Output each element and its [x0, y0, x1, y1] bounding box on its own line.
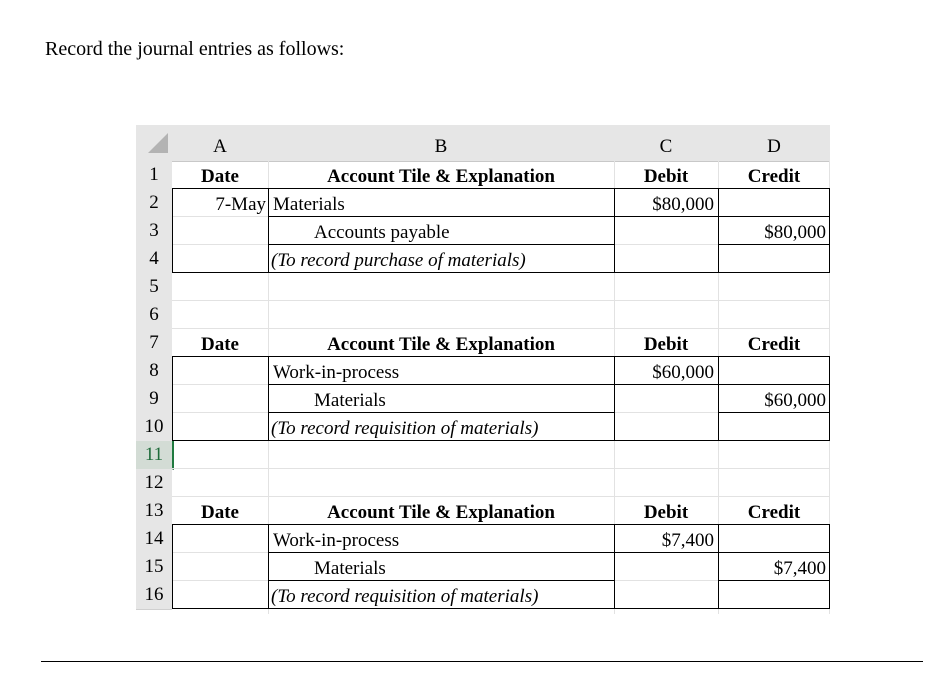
cell-border: [614, 552, 719, 609]
bottom-divider: [41, 661, 923, 662]
row-header-14[interactable]: 14: [136, 525, 172, 554]
cell-border: [614, 356, 719, 385]
row-header-4[interactable]: 4: [136, 245, 172, 274]
cell-border: [268, 216, 615, 245]
entry-explanation[interactable]: (To record requisition of materials): [271, 586, 539, 607]
cell-border: [718, 580, 830, 609]
cell-border: [718, 356, 830, 385]
cell-border: [172, 524, 269, 609]
cell-border: [614, 188, 719, 217]
column-header-bar: [136, 125, 830, 162]
cell-border: [268, 412, 615, 441]
header-date[interactable]: Date: [201, 502, 239, 523]
row-header-12[interactable]: 12: [136, 469, 172, 498]
column-header-b[interactable]: B: [434, 136, 448, 157]
header-debit[interactable]: Debit: [643, 334, 689, 355]
gridline-row: [172, 300, 830, 301]
row-header-3[interactable]: 3: [136, 217, 172, 246]
cell-border: [172, 356, 269, 441]
debit-amount[interactable]: $60,000: [652, 362, 714, 383]
row-header-13[interactable]: 13: [136, 497, 172, 526]
header-debit[interactable]: Debit: [643, 502, 689, 523]
row-header-11[interactable]: 11: [136, 441, 174, 470]
credit-amount[interactable]: $80,000: [764, 222, 826, 243]
spreadsheet: [136, 125, 830, 614]
header-credit[interactable]: Credit: [747, 502, 801, 523]
credit-amount[interactable]: $7,400: [773, 558, 826, 579]
row-header-16[interactable]: 16: [136, 581, 172, 610]
header-account-title[interactable]: Account Tile & Explanation: [327, 166, 555, 187]
cell-border: [718, 244, 830, 273]
cell-border: [268, 384, 615, 413]
credit-amount[interactable]: $60,000: [764, 390, 826, 411]
intro-text: Record the journal entries as follows:: [45, 38, 345, 60]
cell-border: [718, 552, 830, 581]
entry-date[interactable]: 7-May: [215, 194, 266, 215]
entry-explanation[interactable]: (To record purchase of materials): [271, 250, 526, 271]
cell-border: [718, 524, 830, 553]
cell-border: [268, 524, 615, 553]
row-header-7[interactable]: 7: [136, 329, 172, 358]
row-header-10[interactable]: 10: [136, 413, 172, 442]
row-header-1[interactable]: 1: [136, 161, 172, 190]
credit-account[interactable]: Materials: [314, 390, 386, 411]
column-header-a[interactable]: A: [213, 136, 227, 157]
entry-explanation[interactable]: (To record requisition of materials): [271, 418, 539, 439]
cell-border: [718, 412, 830, 441]
cell-border: [268, 244, 615, 273]
debit-account[interactable]: Work-in-process: [273, 530, 400, 551]
column-header-c[interactable]: C: [659, 136, 673, 157]
cell-border: [718, 188, 830, 217]
row-header-15[interactable]: 15: [136, 553, 172, 582]
cell-border: [718, 384, 830, 413]
debit-amount[interactable]: $7,400: [661, 530, 714, 551]
cell-border: [268, 188, 615, 217]
cell-border: [614, 216, 719, 273]
header-account-title[interactable]: Account Tile & Explanation: [327, 502, 555, 523]
debit-account[interactable]: Work-in-process: [273, 362, 400, 383]
header-credit[interactable]: Credit: [747, 334, 801, 355]
row-header-8[interactable]: 8: [136, 357, 172, 386]
select-all-corner[interactable]: [148, 133, 168, 153]
cell-border: [718, 216, 830, 245]
cell-border: [268, 356, 615, 385]
cell-border: [172, 188, 269, 273]
cell-border: [614, 384, 719, 441]
row-header-6[interactable]: 6: [136, 301, 172, 330]
gridline-row: [172, 468, 830, 469]
row-header-9[interactable]: 9: [136, 385, 172, 414]
credit-account[interactable]: Accounts payable: [314, 222, 450, 243]
header-date[interactable]: Date: [201, 166, 239, 187]
cell-border: [268, 580, 615, 609]
header-account-title[interactable]: Account Tile & Explanation: [327, 334, 555, 355]
row-header-5[interactable]: 5: [136, 273, 172, 302]
header-credit[interactable]: Credit: [747, 166, 801, 187]
debit-account[interactable]: Materials: [273, 194, 345, 215]
credit-account[interactable]: Materials: [314, 558, 386, 579]
header-debit[interactable]: Debit: [643, 166, 689, 187]
row-header-2[interactable]: 2: [136, 189, 172, 218]
cell-border: [614, 524, 719, 553]
header-date[interactable]: Date: [201, 334, 239, 355]
cell-border: [268, 552, 615, 581]
column-header-d[interactable]: D: [767, 136, 781, 157]
debit-amount[interactable]: $80,000: [652, 194, 714, 215]
